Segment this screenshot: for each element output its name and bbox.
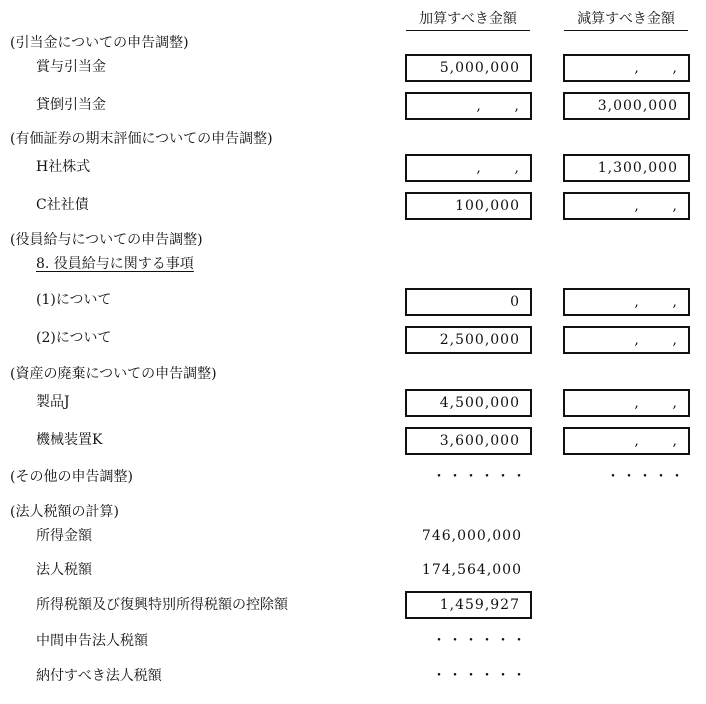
add-amount-bonus-provision[interactable]: 5,000,000 (405, 54, 532, 82)
subtract-amount-bonus-provision[interactable]: , , (563, 54, 690, 82)
add-amount-bad-debt-provision[interactable]: , , (405, 92, 532, 120)
row-label-bad-debt-provision: 貸倒引当金 (36, 97, 106, 113)
subtract-amount-item-2[interactable]: , , (563, 326, 690, 354)
section-title-provisions: (引当金についての申告調整) (10, 35, 189, 51)
row-label-product-j: 製品J (36, 394, 70, 410)
row-label-item-2: (2)について (36, 330, 112, 346)
section-title-securities: (有価証券の期末評価についての申告調整) (10, 131, 273, 147)
income-tax-credit-value[interactable]: 1,459,927 (405, 591, 532, 619)
other-adjustments-add-dots: ・・・・・・ (432, 469, 528, 485)
row-label-item-1: (1)について (36, 292, 112, 308)
other-adjustments-subtract-dots: ・・・・・ (606, 469, 686, 485)
subtract-column-header: 減算すべき金額 (564, 10, 688, 31)
row-label-bonus-provision: 賞与引当金 (36, 59, 106, 75)
subtract-amount-h-stock[interactable]: 1,300,000 (563, 154, 690, 182)
subtract-amount-c-bond[interactable]: , , (563, 192, 690, 220)
section-title-asset-disposal: (資産の廃棄についての申告調整) (10, 366, 217, 382)
add-amount-c-bond[interactable]: 100,000 (405, 192, 532, 220)
tax-payable-dots: ・・・・・・ (432, 668, 528, 684)
add-amount-item-1[interactable]: 0 (405, 288, 532, 316)
row-label-taxable-income: 所得金額 (36, 528, 92, 544)
subtract-amount-item-1[interactable]: , , (563, 288, 690, 316)
add-column-header: 加算すべき金額 (406, 10, 530, 31)
row-label-income-tax-credit: 所得税額及び復興特別所得税額の控除額 (36, 597, 288, 613)
corporate-tax-value: 174,564,000 (421, 562, 522, 578)
section-title-officer-compensation: (役員給与についての申告調整) (10, 232, 203, 248)
row-label-c-bond: C社社債 (36, 197, 89, 213)
row-label-machine-k: 機械装置K (36, 432, 103, 448)
add-amount-item-2[interactable]: 2,500,000 (405, 326, 532, 354)
row-label-corporate-tax: 法人税額 (36, 562, 92, 578)
officer-compensation-subheading: 8. 役員給与に関する事項 (36, 256, 194, 272)
section-title-tax-computation: (法人税額の計算) (10, 504, 119, 520)
add-amount-product-j[interactable]: 4,500,000 (405, 389, 532, 417)
row-label-tax-payable: 納付すべき法人税額 (36, 668, 162, 684)
subtract-amount-product-j[interactable]: , , (563, 389, 690, 417)
subtract-amount-bad-debt-provision[interactable]: 3,000,000 (563, 92, 690, 120)
section-title-other-adjustments: (その他の申告調整) (10, 469, 133, 485)
add-amount-h-stock[interactable]: , , (405, 154, 532, 182)
taxable-income-value: 746,000,000 (421, 528, 522, 544)
row-label-h-stock: H社株式 (36, 159, 91, 175)
row-label-interim-tax: 中間申告法人税額 (36, 633, 148, 649)
subtract-amount-machine-k[interactable]: , , (563, 427, 690, 455)
add-amount-machine-k[interactable]: 3,600,000 (405, 427, 532, 455)
interim-tax-dots: ・・・・・・ (432, 633, 528, 649)
